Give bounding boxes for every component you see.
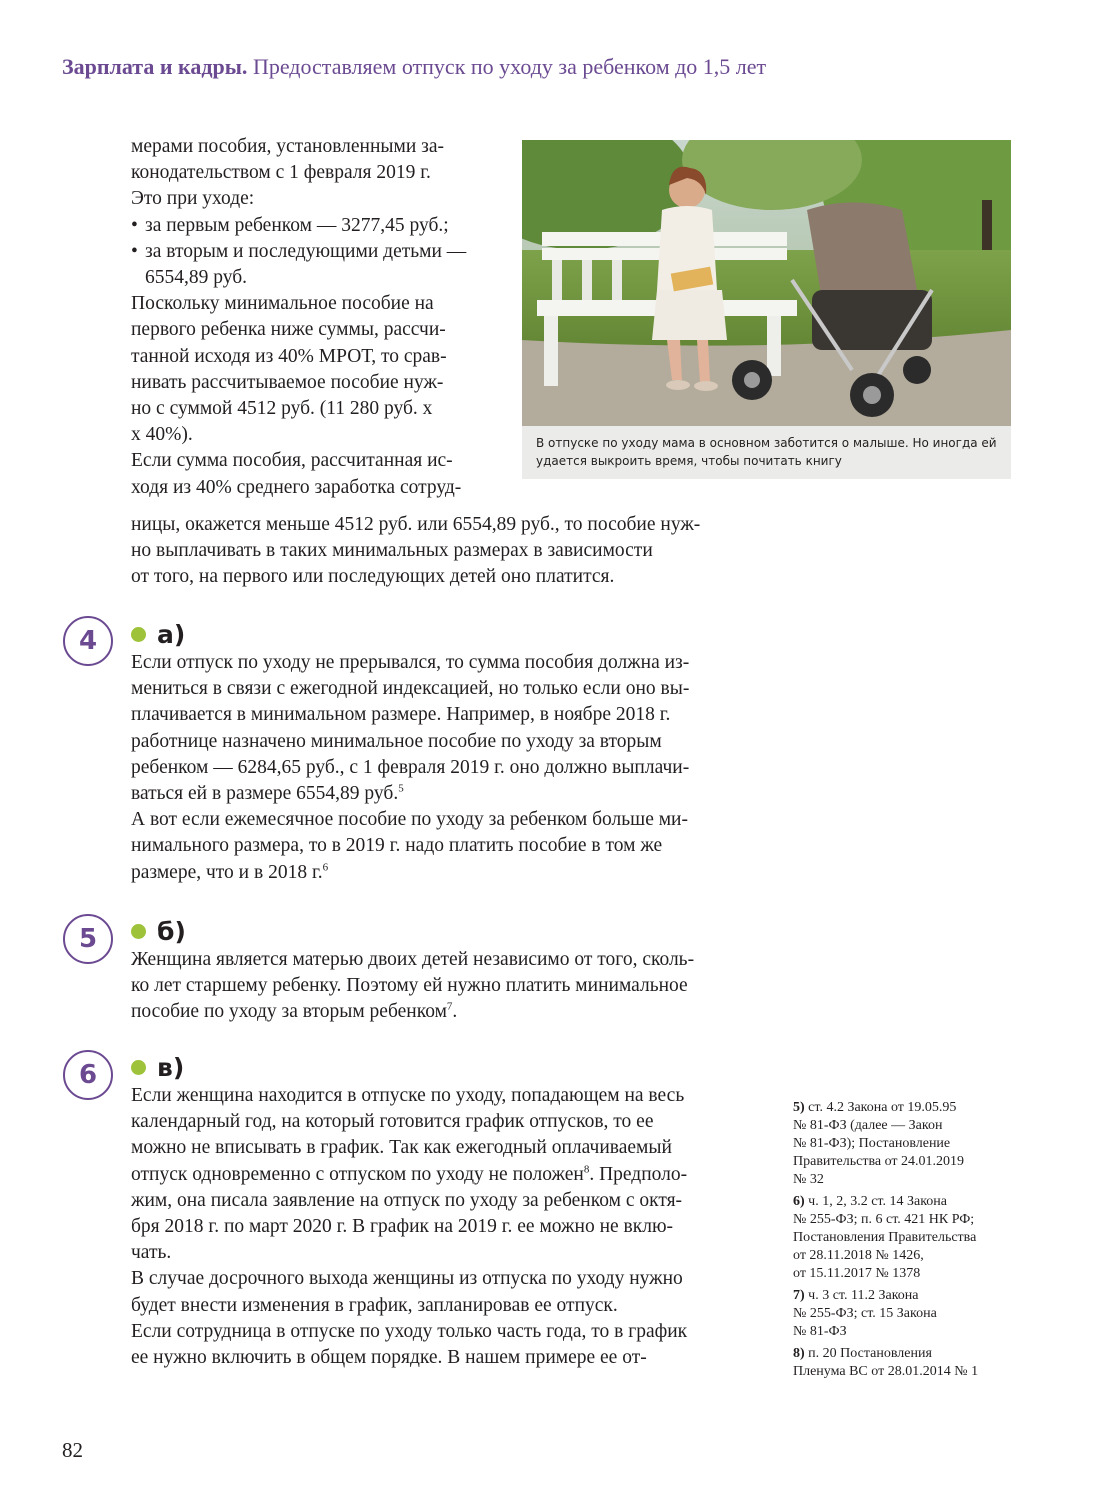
answer-heading — [131, 914, 186, 948]
intro-column — [131, 134, 491, 501]
answer-letter: в) — [157, 1052, 185, 1082]
bullet-item-second-child: • за вторым и последующими детьми — 6554,89 руб. — [131, 239, 491, 291]
bullet-dot-icon — [131, 1060, 146, 1075]
intro-line: конодательством с 1 февраля 2019 г. — [131, 162, 431, 184]
intro-line: Поскольку минимальное пособие на — [131, 293, 434, 315]
answer-5-text: Женщина является матерью двоих детей независимо от того, сколь- ко лет старшему ребенку. Поэтому ей нужно платить минимальное пособие по уходу за вторым ребенком$^7$. — [131, 949, 695, 1023]
intro-line: Это при уходе: — [131, 188, 255, 210]
intro-line: но с суммой 4512 руб. (11 280 руб. х — [131, 398, 433, 420]
answer-number-badge: 6 — [63, 1050, 113, 1100]
answer-letter: б) — [157, 916, 186, 946]
bullet-dot: • — [131, 214, 138, 236]
intro-line: от того, на первого или последующих детей оно платится. — [131, 566, 615, 588]
footnote-ref[interactable]: 7 — [446, 1000, 453, 1013]
footnotes-sidebar — [793, 1099, 1013, 1385]
answer-heading — [131, 1050, 184, 1084]
footnote-ref[interactable]: 6 — [322, 861, 329, 874]
footnote-ref[interactable]: 5 — [398, 782, 404, 795]
footnote-6: 6) ч. 1, 2, 3.2 ст. 14 Закона № 255-ФЗ; п. 6 ст. 421 НК РФ; Постановления Правительства от 28.11.2018 № 1426, от 15.11.2017 № 1378 — [793, 1194, 977, 1281]
intro-line: Если сумма пособия, рассчитанная ис- — [131, 450, 453, 472]
answer-6-text: Если женщина находится в отпуске по уходу, попадающем на весь календарный год, на который готовится график отпусков, то ее можно не вписывать в график. Так как ежегодный оплачиваемый отпуск одновременно с отпуском по уходу не положен$^8$. Предполо- жим, она писала заявление на отпуск по уходу за ребенком с октя- бря 2018 г. по март 2020 г. В график на 2019 г. ее можно не вклю- чать. В случае досрочного выхода женщины из отпуска по уходу нужно будет внести изменения в график, запланировав ее отпуск. Если сотрудница в отпуске по уходу только часть года, то в график ее нужно включить в общем порядке. В нашем примере ее от- — [131, 1085, 688, 1369]
intro-line: нивать рассчитываемое пособие нуж- — [131, 371, 444, 393]
answer-number-badge: 5 — [63, 914, 113, 964]
intro-continuation — [131, 512, 741, 591]
answer-letter: а) — [157, 619, 186, 649]
answer-4-text: Если отпуск по уходу не прерывался, то сумма пособия должна из- мениться в связи с ежегодной индексацией, но только если оно вы- плачивается в минимальном размере. Например, в ноябре 2018 г. работнице назначено минимальное пособие по уходу за вторым ребенком — 6284,65 руб., с 1 февраля 2019 г. оно должно выплачи- ваться ей в размере 6554,89 руб.$^5$ А вот если ежемесячное пособие по уходу за ребенком больше ми- нимального размера, то в 2019 г. надо платить пособие в том же размере, что и в 2018 г.$^6$ — [131, 652, 690, 883]
footnote-8: 8) п. 20 Постановления Пленума ВС от 28.01.2014 № 1 — [793, 1346, 979, 1379]
bullet-item-first-child: • за первым ребенком — 3277,45 руб.; — [131, 213, 491, 239]
photo-mother-with-stroller — [522, 140, 1011, 426]
intro-line: х 40%). — [131, 424, 193, 446]
bullet-dot-icon — [131, 627, 146, 642]
photo-caption: В отпуске по уходу мама в основном заботится о малыше. Но иногда ей удается выкроить время, чтобы почитать книгу — [522, 426, 1011, 479]
park-scene-illustration — [522, 140, 1011, 426]
intro-line: мерами пособия, установленными за- — [131, 136, 445, 157]
bullet-dot-icon — [131, 924, 146, 939]
footnote-7: 7) ч. 3 ст. 11.2 Закона № 255-ФЗ; ст. 15 Закона № 81-ФЗ — [793, 1288, 937, 1339]
footnote-ref[interactable]: 8 — [583, 1163, 590, 1176]
intro-line: ходя из 40% среднего заработка сотруд- — [131, 476, 462, 498]
header-section: Зарплата и кадры. — [62, 54, 248, 79]
intro-line: ницы, окажется меньше 4512 руб. или 6554,89 руб., то пособие нуж- — [131, 514, 701, 535]
footnote-5: 5) ст. 4.2 Закона от 19.05.95 № 81-ФЗ (далее — Закон № 81-ФЗ); Постановление Правительства от 24.01.2019 № 32 — [793, 1100, 965, 1187]
intro-line: но выплачивать в таких минимальных размерах в зависимости — [131, 540, 653, 562]
page-number: 82 — [62, 1438, 83, 1462]
answer-number-badge: 4 — [63, 616, 113, 666]
intro-line: первого ребенка ниже суммы, рассчи- — [131, 319, 446, 341]
intro-line: танной исходя из 40% МРОТ, то срав- — [131, 345, 447, 367]
answer-heading — [131, 617, 185, 651]
running-header — [62, 54, 766, 80]
bullet-dot: • — [131, 240, 138, 262]
header-title: Предоставляем отпуск по уходу за ребенком до 1,5 лет — [252, 54, 767, 79]
